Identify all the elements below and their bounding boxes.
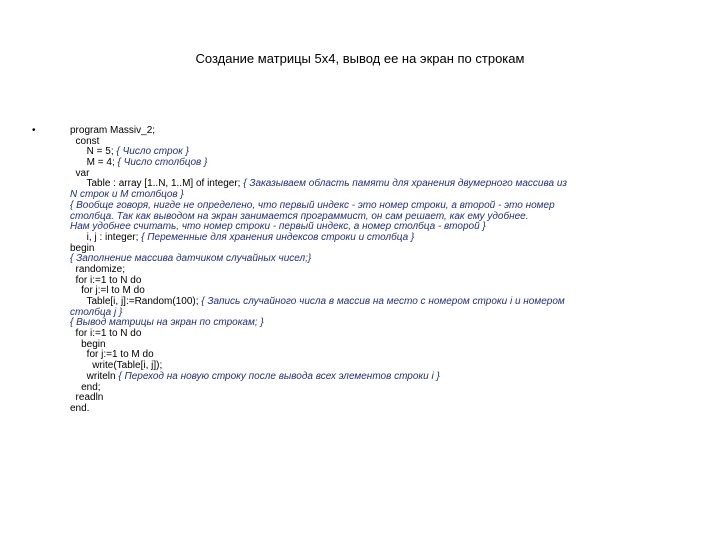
code-line (70, 329, 690, 340)
code-comment: столбца j } (70, 306, 123, 318)
code-comment: { Заказываем область памяти для хранения двумерного массива из (243, 178, 568, 190)
code-comment: { Вообще говоря, нигде не определено, что первый индекс - это номер строки, а второй - это номер (70, 199, 555, 211)
code-text: write(Table[i, j]); (70, 360, 163, 372)
code-text: program Massiv_2; (70, 125, 156, 136)
code-text: Table : array [1..N, 1..M] of integer; (70, 178, 244, 190)
code-text: for j:=1 to M do (70, 349, 154, 361)
code-line (70, 276, 690, 287)
code-text: begin (70, 338, 106, 350)
code-comment: { Вывод матрицы на экран по строкам; } (70, 317, 264, 329)
code-line (70, 233, 690, 244)
code-line (70, 350, 690, 361)
code-comment: { Переменные для хранения индексов строки и столбца } (141, 231, 415, 243)
slide-title: Создание матрицы 5x4, вывод ее на экран по строкам (195, 51, 525, 66)
code-line (70, 393, 690, 404)
code-comment: столбца. Так как выводом на экран занимается программист, он сам решает, как ему удобнее. (70, 210, 529, 222)
code-comment: { Заполнение массива датчиком случайных чисел;} (70, 253, 312, 265)
code-text: M = 4; (70, 157, 118, 169)
code-text: Table[i, j]:=Random(100); (70, 296, 202, 307)
code-text: var (70, 167, 90, 179)
code-comment: { Переход на новую строку после вывода всех элементов строки i } (118, 370, 440, 382)
code-text: randomize; (70, 263, 126, 275)
code-comment: Нам удобнее считать, что номер строки - первый индекс, а номер столбца - второй } (70, 221, 486, 233)
code-text: end. (70, 402, 90, 414)
code-text: begin (70, 242, 95, 254)
code-line (70, 265, 690, 276)
code-line (70, 383, 690, 394)
code-line (70, 372, 690, 383)
code-text: i, j : integer; (70, 231, 142, 243)
code-text: N = 5; (70, 146, 117, 158)
code-comment: { Запись случайного числа в массив на место с номером строки i и номером (201, 296, 565, 307)
code-text: end; (70, 381, 101, 393)
code-comment: { Число строк } (116, 146, 189, 158)
code-line (70, 158, 690, 169)
code-text: const (70, 135, 100, 147)
code-text: readln (70, 392, 104, 404)
code-text: for j:=l to M do (70, 285, 145, 297)
code-line (70, 126, 690, 137)
code-line (70, 254, 690, 265)
code-text: for i:=1 to N do (70, 274, 142, 286)
code-line (70, 340, 690, 351)
code-listing (70, 126, 690, 415)
code-comment: N строк и M столбцов } (70, 189, 184, 201)
code-text: for i:=1 to N do (70, 328, 142, 340)
code-line (70, 318, 690, 329)
code-line (70, 404, 690, 415)
bullet-point: • (32, 125, 36, 136)
code-text: writeln (70, 370, 119, 382)
code-comment: { Число столбцов } (117, 157, 208, 169)
code-line (70, 297, 690, 308)
